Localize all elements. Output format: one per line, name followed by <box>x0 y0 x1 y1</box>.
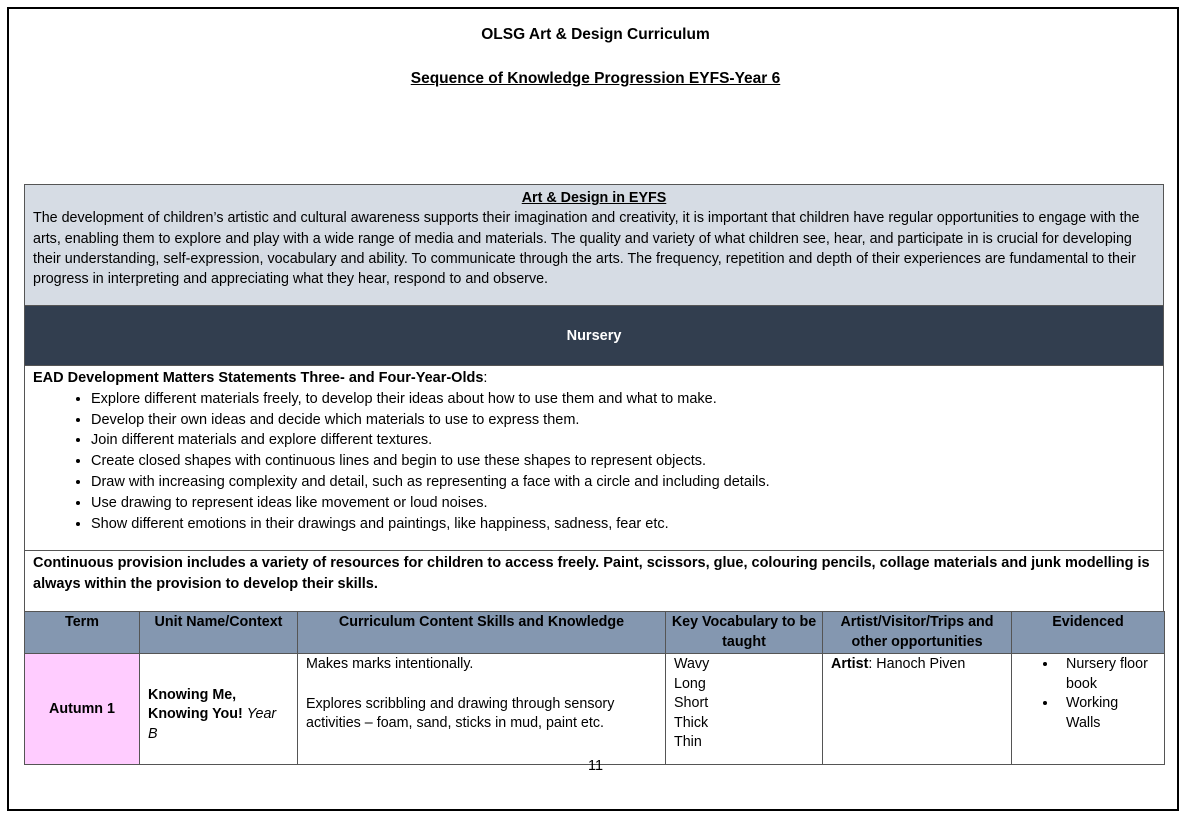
artist-cell <box>823 654 1012 765</box>
dm-heading-line <box>33 368 1155 389</box>
evidenced-cell <box>1012 654 1165 765</box>
unit-name: Knowing Me, Knowing You! <box>148 686 243 723</box>
vocabulary-word: Thick <box>674 714 709 731</box>
column-header-term: Term <box>25 612 140 654</box>
dm-statement: • Draw with increasing complexity and detail, such as representing a face with a circle and including details. <box>91 472 1155 493</box>
vocabulary-word: Long <box>674 675 706 692</box>
dm-heading-colon: : <box>483 370 488 386</box>
document-subtitle: Sequence of Knowledge Progression EYFS-Year 6 <box>410 70 781 87</box>
unit-cell <box>140 654 298 765</box>
evidenced-item: • Working Walls <box>1058 694 1156 733</box>
table-row <box>25 654 1165 765</box>
content-line: Makes marks intentionally. <box>306 656 474 672</box>
term-cell: Autumn 1 <box>25 654 140 765</box>
dm-statement: • Create closed shapes with continuous lines and begin to use these shapes to represent objects. <box>91 451 1155 472</box>
continuous-provision-text: Continuous provision includes a variety of resources for children to access freely. Paint, scissors, glue, colouring pencils, collage materials and junk modelling is always within the provision to develop their skills. <box>33 555 1150 592</box>
artist-label: Artist <box>831 656 869 672</box>
dm-statement: • Explore different materials freely, to develop their ideas about how to use them and what to make. <box>91 389 1155 410</box>
evidenced-item: • Nursery floor book <box>1058 655 1156 694</box>
nursery-banner <box>24 305 1164 366</box>
dm-statement: • Join different materials and explore different textures. <box>91 430 1155 451</box>
intro-heading: Art & Design in EYFS <box>521 190 667 206</box>
column-header-unit: Unit Name/Context <box>140 612 298 654</box>
continuous-provision-section <box>24 550 1164 612</box>
column-header-content: Curriculum Content Skills and Knowledge <box>298 612 666 654</box>
vocabulary-word: Thin <box>674 734 702 750</box>
vocabulary-cell <box>666 654 823 765</box>
curriculum-table <box>24 611 1165 765</box>
dm-statement: • Use drawing to represent ideas like movement or loud noises. <box>91 493 1155 514</box>
artist-name: : Hanoch Piven <box>868 656 966 672</box>
content-spacer <box>306 675 657 695</box>
content-cell <box>298 654 666 765</box>
banner-label: Nursery <box>566 327 622 344</box>
column-header-vocabulary: Key Vocabulary to be taught <box>666 612 823 654</box>
vocabulary-word: Wavy <box>674 656 710 672</box>
dm-statement: • Develop their own ideas and decide which materials to use to express them. <box>91 410 1155 431</box>
page-number: 11 <box>587 758 604 774</box>
dm-statement: • Show different emotions in their drawings and paintings, like happiness, sadness, fear etc. <box>91 514 1155 535</box>
unit-year: Year B <box>148 706 277 742</box>
dm-heading: EAD Development Matters Statements Three- and Four-Year-Olds <box>33 370 484 386</box>
dm-statement-list <box>33 389 1155 535</box>
document-title: OLSG Art & Design Curriculum <box>481 26 710 43</box>
vocabulary-word: Short <box>674 695 709 711</box>
evidenced-list <box>1020 655 1156 733</box>
intro-text: The development of children’s artistic and cultural awareness supports their imagination and creativity, it is important that children have regular opportunities to engage with the arts, enabling them to explore and play with a wide range of media and materials. The quality and variety of what children see, hear, and participate in is crucial for developing their understanding, self-expression, vocabulary and ability. To communicate through the arts. The frequency, repetition and depth of their experiences are fundamental to their progress in interpreting and appreciating what they hear, respond to and observe. <box>33 210 1140 288</box>
development-matters-section <box>24 365 1164 551</box>
content-line: Explores scribbling and drawing through sensory activities – foam, sand, sticks in mud, paint etc. <box>306 695 615 731</box>
column-header-artist: Artist/Visitor/Trips and other opportunities <box>823 612 1012 654</box>
column-header-evidenced: Evidenced <box>1012 612 1165 654</box>
eyfs-intro-section <box>24 184 1164 306</box>
table-header-row <box>25 612 1165 654</box>
